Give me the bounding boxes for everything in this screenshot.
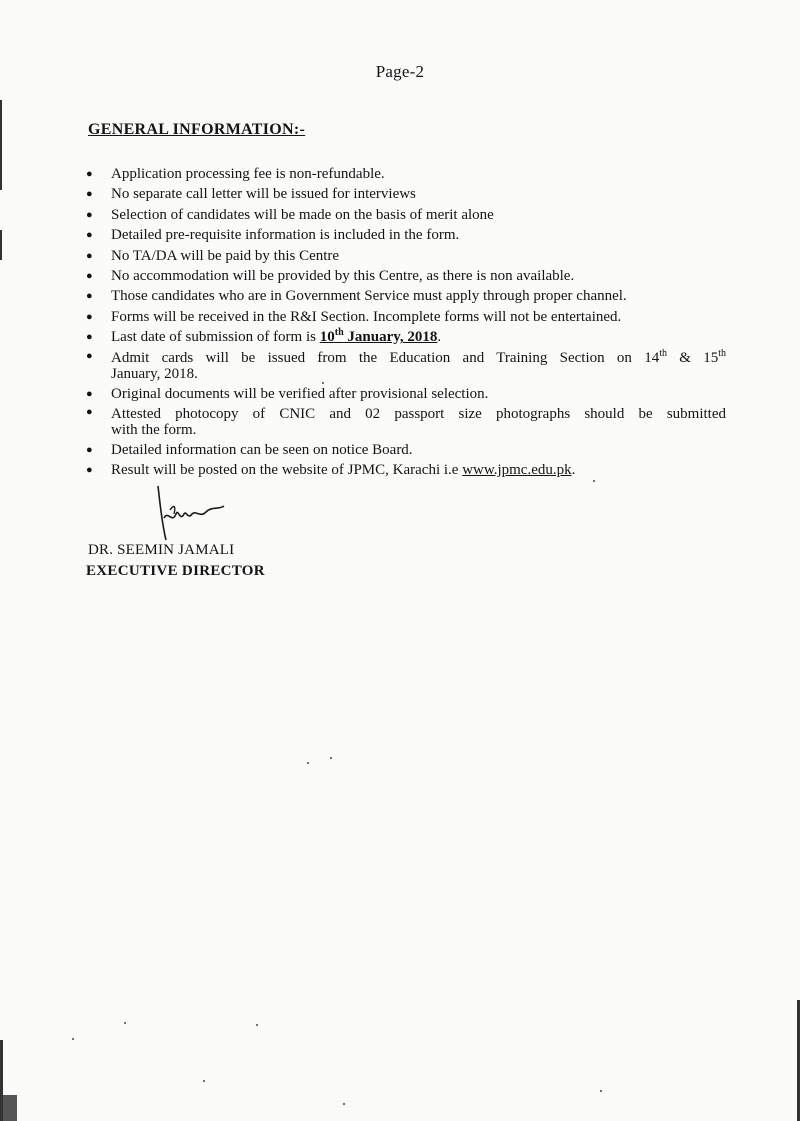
bullet-icon: ● — [86, 229, 93, 242]
signatory-name: DR. SEEMIN JAMALI — [88, 542, 235, 558]
scan-speck — [203, 1080, 205, 1082]
list-item: ● Application processing fee is non-refundable. — [86, 164, 726, 184]
scan-speck — [124, 1022, 126, 1024]
general-information-list — [86, 164, 726, 481]
bullet-icon: ● — [86, 208, 93, 221]
list-item: ● Those candidates who are in Government Service must apply through proper channel. — [86, 286, 726, 306]
bullet-icon: ● — [86, 270, 93, 283]
signatory-title: EXECUTIVE DIRECTOR — [86, 563, 265, 579]
list-item: ● Selection of candidates will be made on the basis of merit alone — [86, 205, 726, 225]
list-item: ● Original documents will be verified after provisional selection. — [86, 384, 726, 404]
bullet-icon: ● — [86, 464, 93, 477]
list-item-deadline: ● Last date of submission of form is 10th January, 2018. — [86, 327, 726, 347]
bullet-icon: ● — [86, 349, 93, 362]
bullet-icon: ● — [86, 406, 93, 419]
list-item: ● No TA/DA will be paid by this Centre — [86, 246, 726, 266]
bullet-icon: ● — [86, 331, 93, 344]
scan-edge-mark — [0, 230, 2, 260]
bullet-icon: ● — [86, 290, 93, 303]
scan-speck — [72, 1038, 74, 1040]
scan-speck — [322, 382, 324, 384]
list-item: ● No separate call letter will be issued for interviews — [86, 184, 726, 204]
list-item: ● Detailed information can be seen on notice Board. — [86, 440, 726, 460]
section-heading: GENERAL INFORMATION:- — [88, 121, 306, 138]
bullet-icon: ● — [86, 249, 93, 262]
bullet-icon: ● — [86, 310, 93, 323]
bullet-icon: ● — [86, 387, 93, 400]
list-item-attested-photocopy: ● Attested photocopy of CNIC and 02 passport size photographs should be submitted with the form. — [86, 406, 726, 439]
scan-speck — [593, 480, 595, 482]
scan-speck — [330, 757, 332, 759]
scan-edge-mark — [0, 100, 2, 190]
website-link[interactable]: www.jpmc.edu.pk — [462, 462, 572, 479]
scan-edge-mark — [3, 1095, 17, 1121]
signature-icon — [150, 484, 230, 544]
scan-speck — [307, 762, 309, 764]
scan-speck — [256, 1024, 258, 1026]
list-item: ● Detailed pre-requisite information is included in the form. — [86, 225, 726, 245]
list-item-admit-cards: ● Admit cards will be issued from the Education and Training Section on 14th & 15th January, 2018. — [86, 347, 727, 382]
list-item-result: ● Result will be posted on the website of JPMC, Karachi i.e www.jpmc.edu.pk. — [86, 460, 726, 480]
bullet-icon: ● — [86, 444, 93, 457]
scan-speck — [600, 1090, 602, 1092]
list-item: ● Forms will be received in the R&I Section. Incomplete forms will not be entertained. — [86, 307, 726, 327]
list-item: ● No accommodation will be provided by this Centre, as there is non available. — [86, 266, 726, 286]
deadline-date: 10th January, 2018 — [319, 327, 438, 346]
page-number: Page-2 — [375, 62, 425, 81]
scan-speck — [343, 1103, 345, 1105]
bullet-icon: ● — [86, 188, 93, 201]
bullet-icon: ● — [86, 168, 93, 180]
